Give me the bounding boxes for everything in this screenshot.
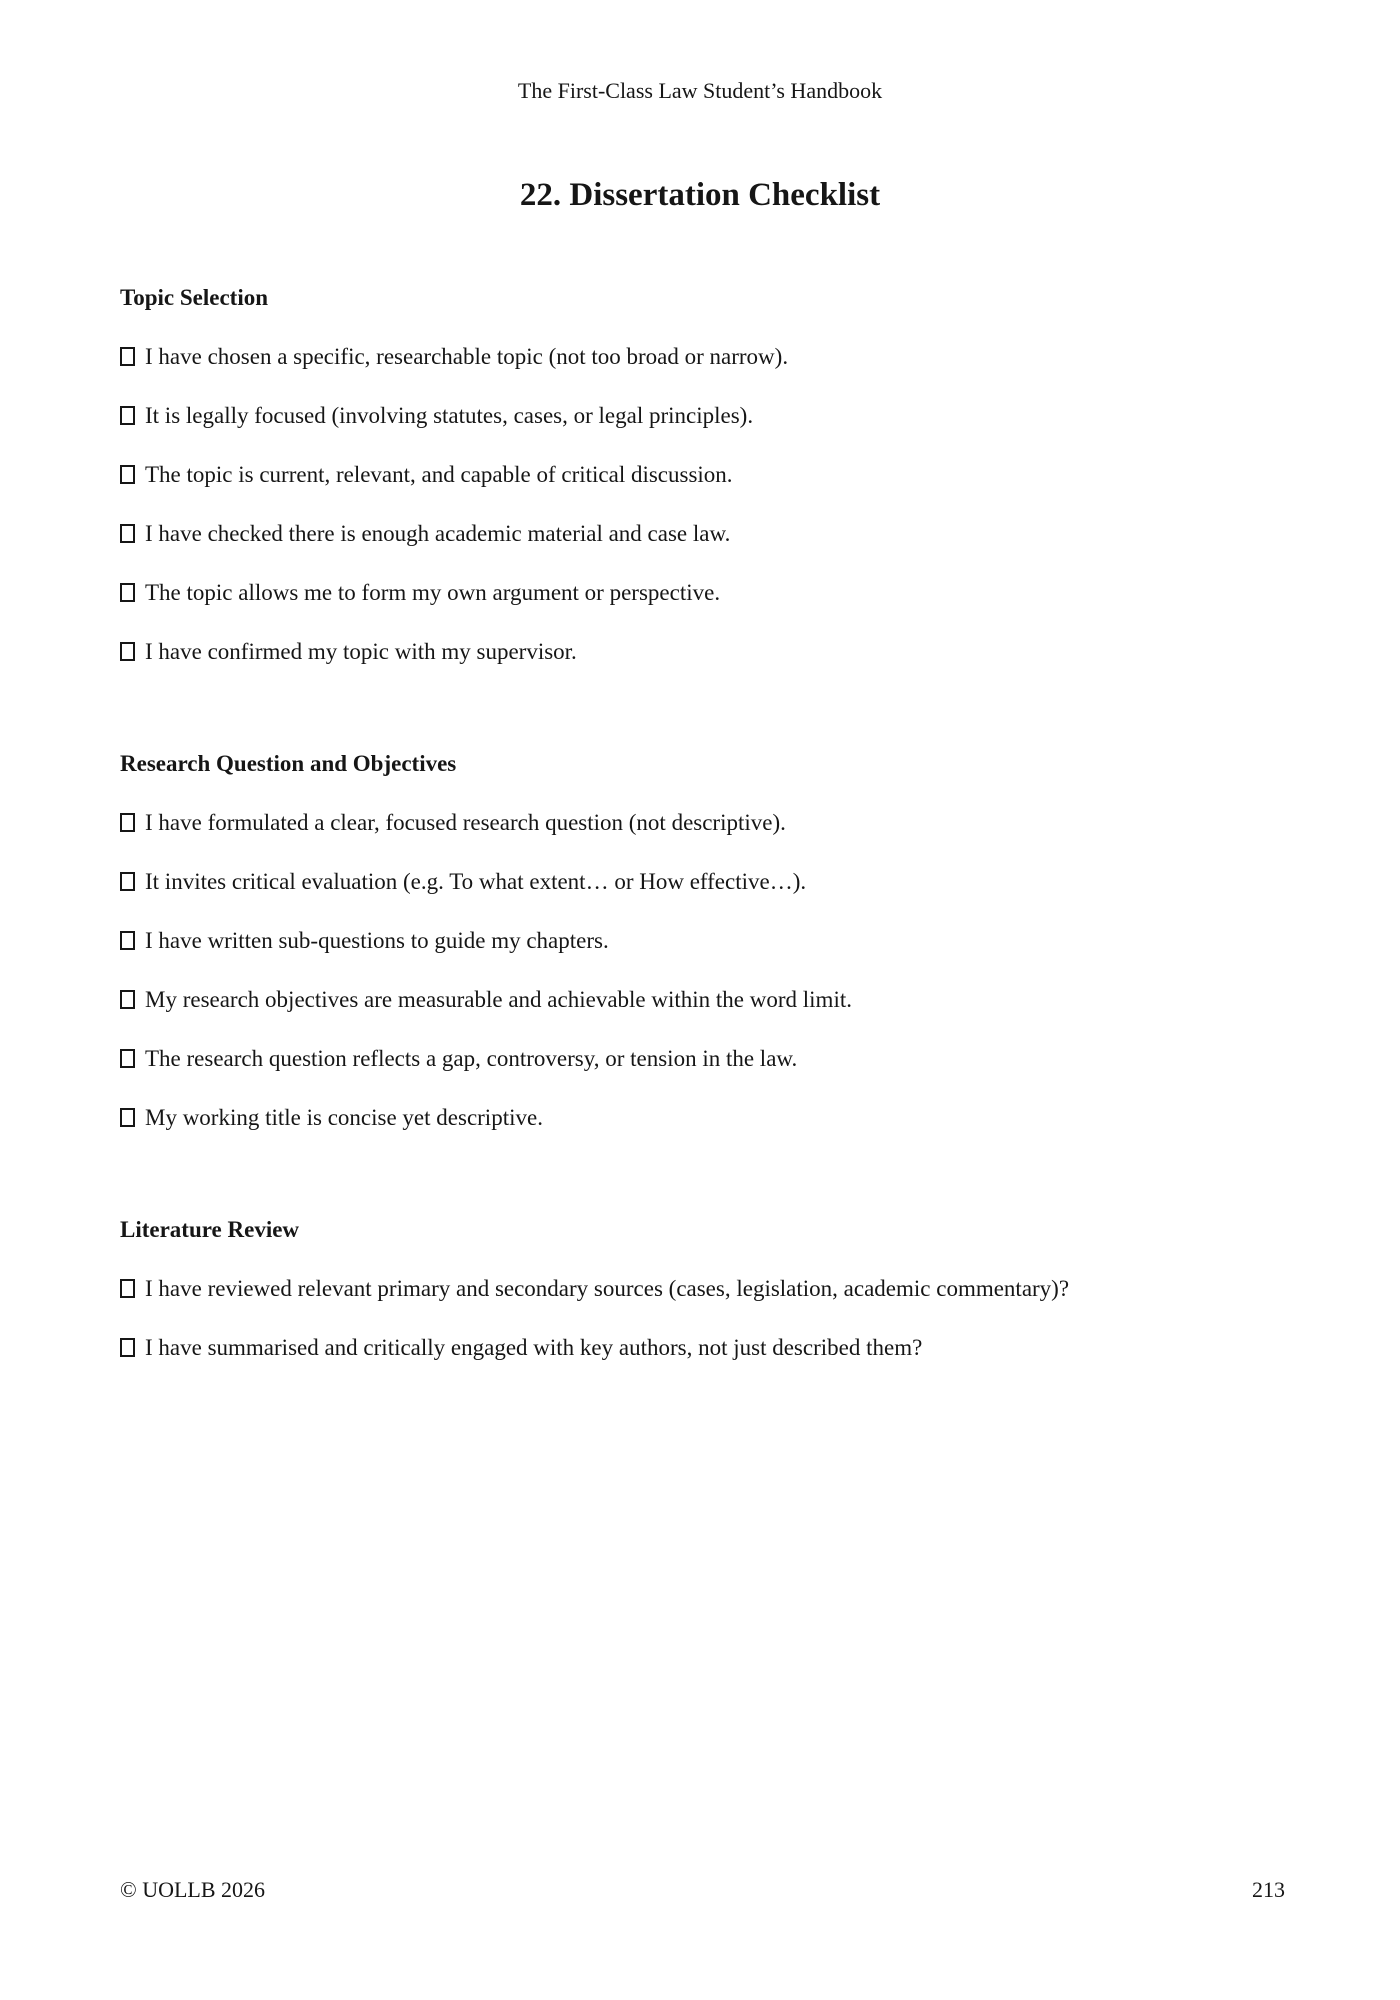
checkbox-icon bbox=[120, 872, 135, 891]
checklist-item bbox=[120, 862, 1130, 902]
running-header: The First-Class Law Student’s Handbook bbox=[517, 78, 883, 103]
checkbox-icon bbox=[120, 1108, 135, 1127]
checklist-item bbox=[120, 803, 1130, 843]
page-number: 213 bbox=[1252, 1877, 1285, 1902]
copyright-text: © UOLLB 2026 bbox=[120, 1877, 266, 1902]
checkbox-icon bbox=[120, 524, 135, 543]
checklist-item-text: I have reviewed relevant primary and secondary sources (cases, legislation, academic commentary)? bbox=[145, 1276, 1070, 1301]
checklist-item-text: I have chosen a specific, researchable topic (not too broad or narrow). bbox=[145, 344, 789, 369]
section-topic-selection bbox=[120, 278, 1130, 672]
checklist-item bbox=[120, 455, 1130, 495]
checkbox-icon bbox=[120, 347, 135, 366]
checklist-item-text: My working title is concise yet descriptive. bbox=[145, 1105, 543, 1130]
checkbox-icon bbox=[120, 642, 135, 661]
page-footer bbox=[120, 1876, 1285, 1904]
section-literature-review bbox=[120, 1210, 1130, 1368]
checkbox-icon bbox=[120, 406, 135, 425]
checklist-item bbox=[120, 1269, 1130, 1309]
checklist-item bbox=[120, 632, 1130, 672]
checkbox-icon bbox=[120, 813, 135, 832]
checkbox-icon bbox=[120, 1338, 135, 1357]
checklist-item-text: It invites critical evaluation (e.g. To what extent… or How effective…). bbox=[145, 869, 807, 894]
checklist-item-text: My research objectives are measurable and achievable within the word limit. bbox=[145, 987, 852, 1012]
checklist-item bbox=[120, 980, 1130, 1020]
checklist-item bbox=[120, 514, 1130, 554]
checklist-item bbox=[120, 1098, 1130, 1138]
checklist-item bbox=[120, 1328, 1130, 1368]
checkbox-icon bbox=[120, 465, 135, 484]
checklist-item bbox=[120, 573, 1130, 613]
checklist-item bbox=[120, 921, 1130, 961]
checklist-item-text: The topic allows me to form my own argument or perspective. bbox=[145, 580, 721, 605]
checkbox-icon bbox=[120, 1279, 135, 1298]
checklist-item-text: I have summarised and critically engaged with key authors, not just described them? bbox=[145, 1335, 923, 1360]
checklist-content bbox=[120, 278, 1130, 1368]
checklist-item-text: I have formulated a clear, focused research question (not descriptive). bbox=[145, 810, 786, 835]
checklist-item-text: I have confirmed my topic with my supervisor. bbox=[145, 639, 577, 664]
page-title: 22. Dissertation Checklist bbox=[519, 177, 881, 214]
checklist-item bbox=[120, 1039, 1130, 1079]
checklist-item bbox=[120, 396, 1130, 436]
checklist-item-text: The topic is current, relevant, and capable of critical discussion. bbox=[145, 462, 733, 487]
checkbox-icon bbox=[120, 990, 135, 1009]
section-heading: Research Question and Objectives bbox=[120, 751, 457, 776]
section-heading: Topic Selection bbox=[120, 285, 269, 310]
section-heading: Literature Review bbox=[120, 1217, 300, 1242]
checkbox-icon bbox=[120, 583, 135, 602]
checklist-item-text: I have checked there is enough academic material and case law. bbox=[145, 521, 731, 546]
checkbox-icon bbox=[120, 931, 135, 950]
checklist-item bbox=[120, 337, 1130, 377]
checklist-item-text: I have written sub-questions to guide my chapters. bbox=[145, 928, 609, 953]
checkbox-icon bbox=[120, 1049, 135, 1068]
section-research-question bbox=[120, 744, 1130, 1138]
checklist-item-text: The research question reflects a gap, controversy, or tension in the law. bbox=[145, 1046, 798, 1071]
checklist-item-text: It is legally focused (involving statutes, cases, or legal principles). bbox=[145, 403, 754, 428]
